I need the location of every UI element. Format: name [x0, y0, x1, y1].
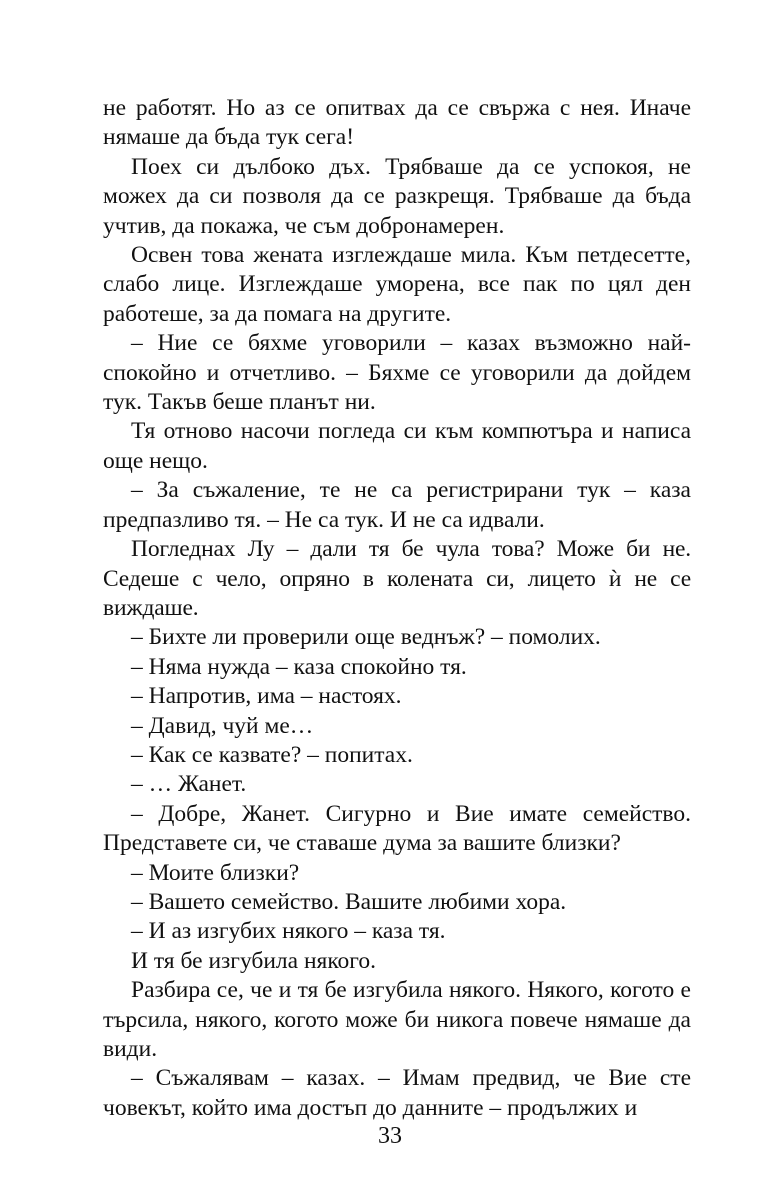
dialogue-line: – Вашето семейство. Вашите любими хора. [131, 888, 567, 915]
dialogue-line: – Как се казвате? – попитах. [131, 741, 413, 768]
paragraph: Поех си дълбоко дъх. Трябваше да се успокоя, не можех да си позволя да се разкрещя. Трябваше да бъда учтив, да покажа, че съм добронамерен. [103, 153, 691, 239]
dialogue-line: – Бихте ли проверили още веднъж? – помолих. [131, 624, 601, 651]
dialogue-line: – И аз изгубих някого – каза тя. [131, 918, 446, 945]
paragraph: Тя отново насочи погледа си към компютъра и написа още нещо. [103, 418, 691, 474]
dialogue-line: – Давид, чуй ме… [131, 712, 314, 739]
paragraph: Освен това жената изглеждаше мила. Към петдесетте, слабо лице. Изглеждаше уморена, все пак по цял ден работеше, за да помага на другите. [103, 242, 691, 327]
dialogue-line: – Моите близки? [131, 859, 300, 886]
paragraph: Погледнах Лу – дали тя бе чула това? Може би не. Седеше с чело, опряно в колената си, лицето ѝ не се виждаше. [103, 536, 691, 621]
paragraph-continuation: не работят. Но аз се опитвах да се свържа с нея. Иначе нямаше да бъда тук сега! [103, 95, 691, 151]
dialogue-line: – … Жанет. [131, 771, 247, 798]
dialogue-line: – Напротив, има – настоях. [131, 683, 402, 710]
paragraph: И тя бе изгубила някого. [131, 947, 376, 974]
paragraph: Разбира се, че и тя бе изгубила някого. Някого, когото е търсила, някого, когото може би никога повече нямаше да види. [103, 977, 691, 1062]
dialogue-line: – Ние се бяхме уговорили – казах възможно най-спокойно и отчетливо. – Бяхме се уговорили да дойдем тук. Такъв беше планът ни. [103, 330, 691, 416]
dialogue-line: – Съжалявам – казах. – Имам предвид, че Вие сте човекът, който има достъп до данните – продължих и [103, 1065, 691, 1121]
dialogue-line: – Няма нужда – каза спокойно тя. [131, 653, 467, 680]
book-page-text [103, 94, 691, 1123]
dialogue-line: – Добре, Жанет. Сигурно и Вие имате семейство. Представете си, че ставаше дума за вашите близки? [103, 800, 691, 857]
dialogue-line: – За съжаление, те не са регистрирани тук – каза предпазливо тя. – Не са тук. И не са идвали. [103, 477, 691, 533]
page-number: 33 [378, 1123, 402, 1149]
